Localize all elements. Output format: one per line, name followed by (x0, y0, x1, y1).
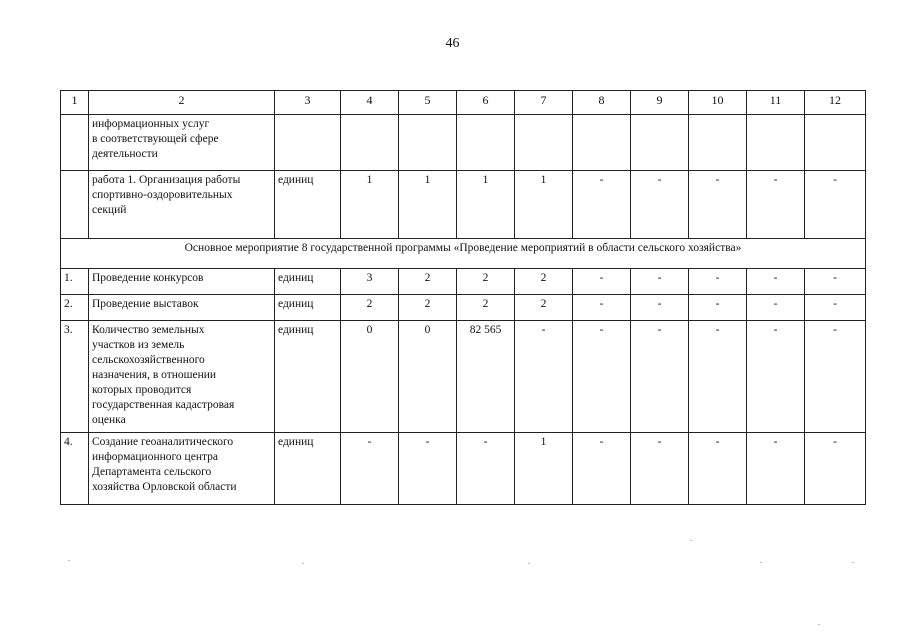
value-cell: 3 (341, 269, 399, 295)
value-cell: - (805, 171, 866, 239)
description-line: в соответствующей сфере (92, 132, 219, 145)
row-unit: единиц (275, 295, 341, 321)
value-cell (689, 115, 747, 171)
row-description (89, 171, 275, 239)
value-cell: - (573, 433, 631, 505)
value-cell: - (747, 433, 805, 505)
value-cell (573, 115, 631, 171)
value-cell: - (747, 295, 805, 321)
value-cell: 2 (515, 295, 573, 321)
header-cell: 11 (747, 91, 805, 115)
value-cell: 2 (341, 295, 399, 321)
row-description (89, 321, 275, 433)
value-cell: - (747, 321, 805, 433)
row-unit: единиц (275, 171, 341, 239)
value-cell: - (689, 295, 747, 321)
description-line: которых проводится (92, 383, 192, 396)
table-row (61, 295, 866, 321)
description-line: назначения, в отношении (92, 368, 217, 381)
row-number (61, 171, 89, 239)
description-line: оценка (92, 413, 126, 426)
value-cell: - (747, 269, 805, 295)
row-number (61, 115, 89, 171)
description-line: Проведение конкурсов (92, 272, 204, 284)
value-cell: - (631, 295, 689, 321)
section-title: Основное мероприятие 8 государственной программы «Проведение мероприятий в области сельского хозяйства» (61, 239, 866, 269)
value-cell: 0 (399, 321, 457, 433)
row-number: 3. (61, 321, 89, 433)
description-line: информационного центра (92, 450, 218, 463)
value-cell: - (573, 321, 631, 433)
description-line: Проведение выставок (92, 298, 199, 310)
row-unit: единиц (275, 321, 341, 433)
description-line: сельскохозяйственного (92, 353, 205, 366)
value-cell: - (805, 433, 866, 505)
value-cell: 1 (341, 171, 399, 239)
value-cell: 82 565 (457, 321, 515, 433)
row-number: 2. (61, 295, 89, 321)
value-cell: - (689, 321, 747, 433)
value-cell: - (573, 171, 631, 239)
description-line: Создание геоаналитического (92, 436, 234, 448)
value-cell: - (689, 433, 747, 505)
value-cell: 2 (515, 269, 573, 295)
value-cell: - (631, 269, 689, 295)
value-cell: - (515, 321, 573, 433)
value-cell (747, 115, 805, 171)
description-line: секций (92, 203, 127, 216)
row-description (89, 295, 275, 321)
table-row (61, 433, 866, 505)
section-row (61, 239, 866, 269)
description-line: информационных услуг (92, 118, 210, 130)
header-cell: 12 (805, 91, 866, 115)
row-description (89, 115, 275, 171)
row-number: 4. (61, 433, 89, 505)
value-cell: 2 (457, 269, 515, 295)
data-table (60, 90, 866, 505)
value-cell: - (805, 295, 866, 321)
value-cell: - (747, 171, 805, 239)
value-cell: - (457, 433, 515, 505)
value-cell: - (805, 269, 866, 295)
description-line: работа 1. Организация работы (92, 174, 241, 186)
row-description (89, 433, 275, 505)
row-unit (275, 115, 341, 171)
value-cell: 2 (457, 295, 515, 321)
value-cell: 2 (399, 295, 457, 321)
value-cell (515, 115, 573, 171)
value-cell: - (341, 433, 399, 505)
value-cell: - (631, 171, 689, 239)
header-cell: 5 (399, 91, 457, 115)
header-cell: 2 (89, 91, 275, 115)
table-row (61, 321, 866, 433)
header-cell: 7 (515, 91, 573, 115)
value-cell: - (573, 295, 631, 321)
header-cell: 8 (573, 91, 631, 115)
header-cell: 4 (341, 91, 399, 115)
value-cell: - (631, 321, 689, 433)
description-line: государственная кадастровая (92, 398, 235, 411)
page-number: 46 (445, 36, 460, 51)
value-cell (805, 115, 866, 171)
value-cell: - (631, 433, 689, 505)
header-cell: 10 (689, 91, 747, 115)
description-line: участков из земель (92, 338, 185, 351)
row-unit: единиц (275, 269, 341, 295)
value-cell: 1 (515, 171, 573, 239)
value-cell: - (689, 171, 747, 239)
description-line: деятельности (92, 147, 158, 160)
header-cell: 6 (457, 91, 515, 115)
header-cell: 1 (61, 91, 89, 115)
row-description (89, 269, 275, 295)
description-line: Количество земельных (92, 324, 205, 336)
value-cell: 1 (399, 171, 457, 239)
value-cell: - (805, 321, 866, 433)
value-cell: 2 (399, 269, 457, 295)
header-cell: 9 (631, 91, 689, 115)
value-cell: - (573, 269, 631, 295)
value-cell (341, 115, 399, 171)
value-cell (457, 115, 515, 171)
row-number: 1. (61, 269, 89, 295)
description-line: хозяйства Орловской области (92, 480, 237, 493)
value-cell: - (399, 433, 457, 505)
row-unit: единиц (275, 433, 341, 505)
value-cell: - (689, 269, 747, 295)
header-row (61, 91, 866, 115)
header-cell: 3 (275, 91, 341, 115)
table-row (61, 269, 866, 295)
value-cell: 0 (341, 321, 399, 433)
value-cell: 1 (457, 171, 515, 239)
table-row (61, 115, 866, 171)
description-line: Департамента сельского (92, 465, 212, 478)
value-cell (399, 115, 457, 171)
value-cell: 1 (515, 433, 573, 505)
description-line: спортивно-оздоровительных (92, 188, 233, 201)
table-row (61, 171, 866, 239)
value-cell (631, 115, 689, 171)
